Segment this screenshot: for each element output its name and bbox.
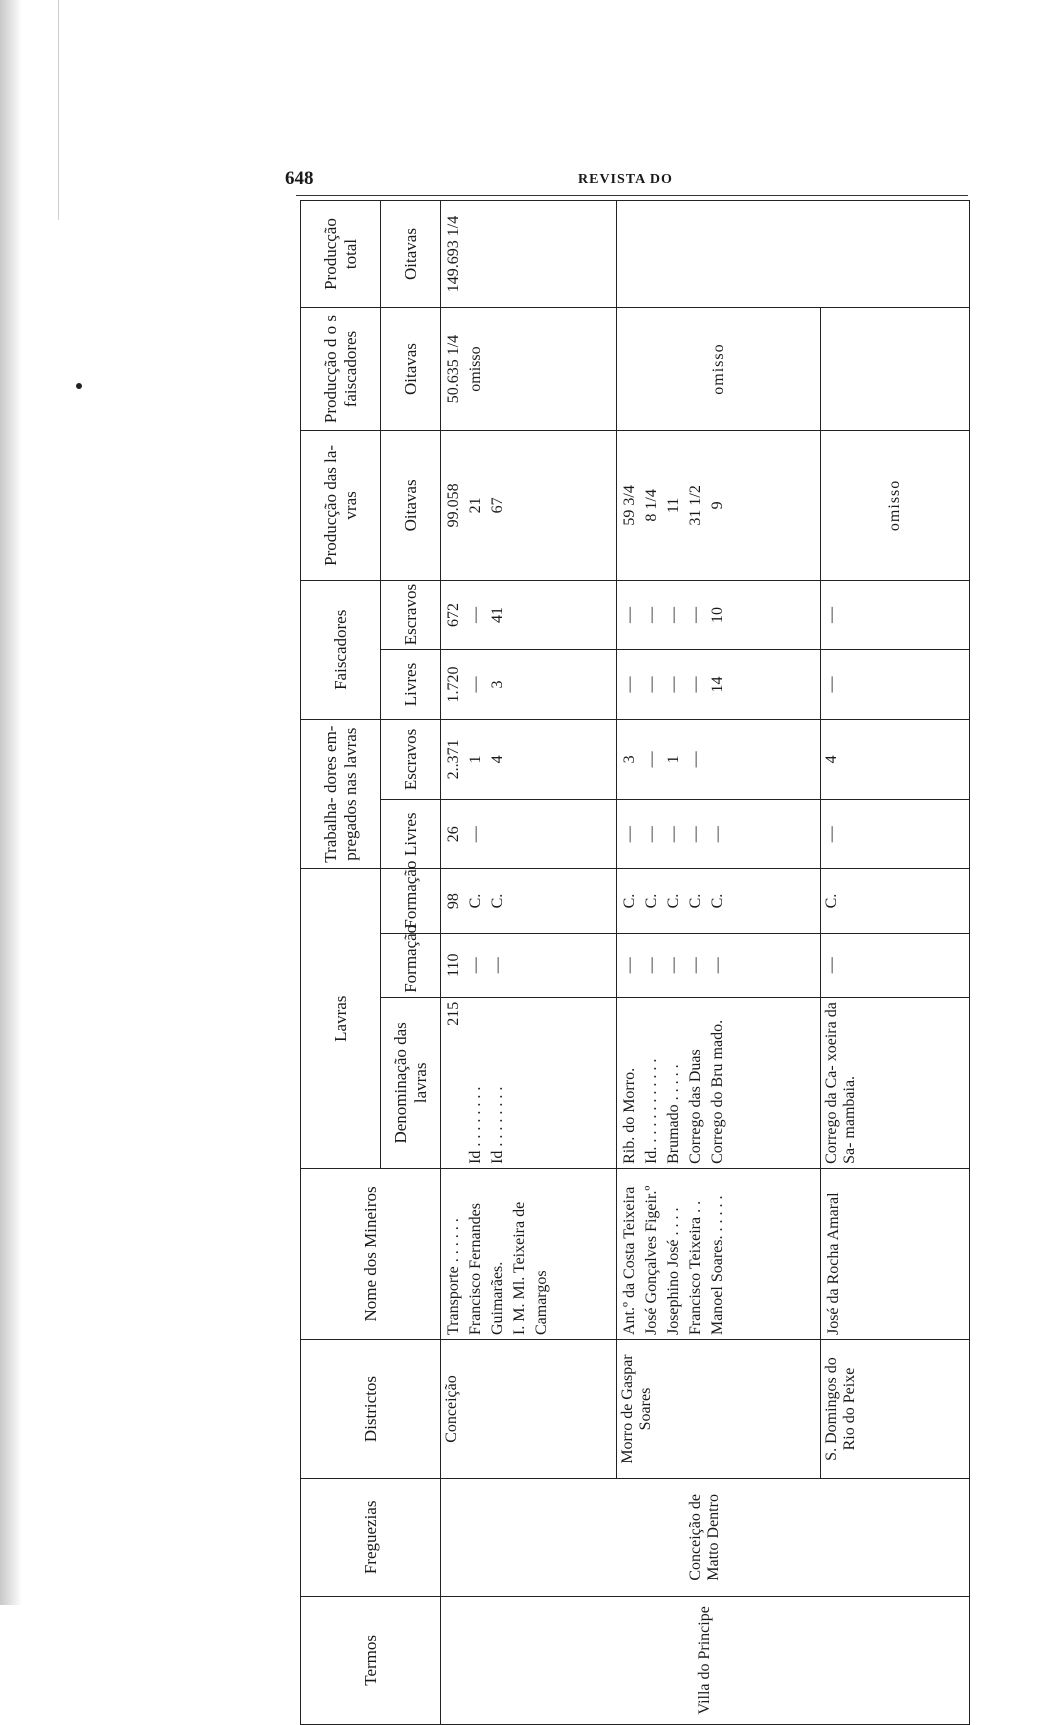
value: 21 <box>467 497 484 514</box>
value: — <box>687 826 705 843</box>
value: 98 <box>445 893 462 910</box>
value: 149.693 1/4 <box>445 215 462 293</box>
cell-formacao-2 <box>617 869 820 933</box>
cell-denominacoes <box>441 997 617 1168</box>
nome-line: Transporte . . . . . . <box>445 1218 462 1336</box>
value: 1 <box>467 755 484 764</box>
value: C. <box>665 893 683 909</box>
header-prod-faiscadores: Producção d o s faiscadores <box>301 308 381 431</box>
value: — <box>643 676 661 693</box>
value: 10 <box>709 607 727 624</box>
cell-prod-total <box>441 201 617 308</box>
value: — <box>467 826 484 843</box>
value: 11 <box>665 497 683 514</box>
cell-prod-lavras <box>617 431 820 581</box>
nome-line: I. M. Ml. Teixeira de <box>511 1201 528 1336</box>
denominacao-line: Id . . . . . . . . <box>489 1086 506 1164</box>
cell-formacao-1: — <box>820 933 969 997</box>
header-oitavas-1: Oitavas <box>381 431 441 581</box>
value: 50.635 1/4 <box>445 334 462 404</box>
value: 3 <box>489 680 506 689</box>
value: — <box>665 826 683 843</box>
denominacao-line: Id . . . . . . . . <box>467 1086 484 1164</box>
value: 1 <box>665 755 683 764</box>
nome-line: Ant.º da Costa Teixeira <box>621 1186 639 1336</box>
cell-faisc-escravos <box>441 580 617 650</box>
value: — <box>467 957 484 974</box>
cell-trab-livres: — <box>820 799 969 869</box>
value: 26 <box>445 826 462 843</box>
denominacao-line: Rib. do Morro. <box>621 1067 639 1164</box>
value: — <box>687 607 705 624</box>
nome-line: Francisco Teixeira . . <box>687 1200 705 1336</box>
header-districtos: Districtos <box>301 1340 441 1479</box>
value: 672 <box>445 603 462 628</box>
cell-prod-faiscadores <box>441 308 617 431</box>
running-head: REVISTA DO <box>578 172 673 187</box>
ink-dot <box>76 383 82 389</box>
header-prod-total: Producção total <box>301 201 381 308</box>
cell-freguezia: Conceição de Matto Dentro <box>441 1479 970 1597</box>
value: — <box>621 676 639 693</box>
denominacao-line: Brumado . . . . . <box>665 1064 683 1164</box>
header-rule <box>296 195 968 196</box>
value: 8 1/4 <box>643 489 661 522</box>
cell-faisc-escravos <box>617 580 820 650</box>
value: C. <box>687 893 705 909</box>
value: C. <box>489 893 506 909</box>
scan-left-edge <box>0 0 22 1605</box>
value: — <box>643 751 661 768</box>
value: omisso <box>467 346 484 392</box>
cell-faisc-livres <box>617 650 820 720</box>
nome-line: Manoel Soares. . . . . . <box>709 1195 727 1336</box>
value: — <box>621 957 639 974</box>
value: — <box>665 676 683 693</box>
header-trab-livres: Livres <box>381 799 441 869</box>
cell-faisc-livres: — <box>820 650 969 720</box>
value: — <box>467 676 484 693</box>
value: — <box>643 957 661 974</box>
cell-faisc-escravos: — <box>820 580 969 650</box>
nome-line: José da Rocha Amaral <box>824 1192 842 1336</box>
header-trabalhadores: Trabalha- dores em- pregados nas lavras <box>301 719 381 869</box>
value: — <box>709 826 727 843</box>
value: 67 <box>489 497 506 514</box>
cell-nomes <box>617 1168 820 1339</box>
cell-trab-escravos <box>441 719 617 799</box>
value: — <box>621 826 639 843</box>
value: 3 <box>621 755 639 764</box>
page-number: 648 <box>285 168 314 189</box>
nome-line: Josephino José . . . . <box>665 1207 683 1336</box>
cell-prod-lavras: omisso <box>820 431 969 581</box>
value: C. <box>709 893 727 909</box>
value: — <box>665 607 683 624</box>
value: — <box>687 957 705 974</box>
value: 110 <box>445 953 462 977</box>
header-oitavas-2: Oitavas <box>381 308 441 431</box>
value: 41 <box>489 607 506 624</box>
cell-termo: Villa do Principe <box>441 1596 970 1724</box>
header-formacao-1: Formação <box>381 933 441 997</box>
cell-prod-total-empty <box>617 201 970 308</box>
cell-faisc-livres <box>441 650 617 720</box>
value: 9 <box>709 501 727 510</box>
value: 31 1/2 <box>687 485 705 526</box>
cell-prod-faiscadores: omisso <box>617 308 820 431</box>
value: — <box>665 957 683 974</box>
cell-trab-livres <box>617 799 820 869</box>
value: 4 <box>489 755 506 764</box>
cell-districto: Morro de Gaspar Soares <box>617 1340 820 1479</box>
nome-line: José Gonçalves Figeir.º <box>643 1185 661 1336</box>
cell-trab-escravos <box>617 719 820 799</box>
header-freguezias: Freguezias <box>301 1479 441 1597</box>
cell-districto: S. Domingos do Rio do Peixe <box>820 1340 969 1479</box>
header-faisc-livres: Livres <box>381 650 441 720</box>
header-nome: Nome dos Mineiros <box>301 1168 441 1339</box>
header-trab-escravos: Escravos <box>381 719 441 799</box>
denominacao-line: Corrego do Bru mado. <box>709 1019 727 1164</box>
cell-nomes <box>820 1168 969 1339</box>
value: C. <box>467 893 484 909</box>
value: 1.720 <box>445 666 462 703</box>
value: 59 3/4 <box>621 485 639 526</box>
cell-denominacoes: Corrego da Ca- xoeira da Sa- mambaia. <box>820 997 969 1168</box>
cell-districto: Conceição <box>441 1340 617 1479</box>
value: 99.058 <box>445 483 462 528</box>
value: — <box>643 607 661 624</box>
denominacao-line: Corrego das Duas <box>687 1049 705 1164</box>
header-lavras: Lavras <box>301 869 381 1168</box>
cell-trab-livres <box>441 799 617 869</box>
cell-prod-lavras <box>441 431 617 581</box>
header-termos: Termos <box>301 1596 441 1724</box>
value: — <box>687 751 705 768</box>
scan-margin-line <box>58 0 59 220</box>
table-row <box>441 201 617 1725</box>
header-prod-lavras: Producção das la- vras <box>301 431 381 581</box>
header-formacao-2: Formação <box>381 869 441 933</box>
value: — <box>621 607 639 624</box>
value: C. <box>621 893 639 909</box>
nome-line: Guimarães. <box>489 1261 506 1336</box>
value: — <box>643 826 661 843</box>
value: — <box>687 676 705 693</box>
value: 14 <box>709 676 727 693</box>
cell-formacao-2 <box>441 869 617 933</box>
denominacao-line: 215 <box>445 1001 462 1026</box>
rotated-table <box>300 200 970 1725</box>
mining-table <box>300 200 970 1725</box>
cell-formacao-2: C. <box>820 869 969 933</box>
cell-trab-escravos: 4 <box>820 719 969 799</box>
header-denominacao: Denominação das lavras <box>381 997 441 1168</box>
header-faisc-escravos: Escravos <box>381 580 441 650</box>
cell-formacao-1 <box>617 933 820 997</box>
value: — <box>467 607 484 624</box>
cell-formacao-1 <box>441 933 617 997</box>
value: — <box>489 957 506 974</box>
header-faiscadores: Faiscadores <box>301 580 381 719</box>
value: 2..371 <box>445 739 462 780</box>
header-oitavas-3: Oitavas <box>381 201 441 308</box>
cell-prod-faiscadores-empty <box>820 308 969 431</box>
nome-line: Camargos <box>533 1270 550 1336</box>
cell-nomes <box>441 1168 617 1339</box>
nome-line: Francisco Fernandes <box>467 1203 484 1336</box>
value: — <box>709 957 727 974</box>
value: C. <box>643 893 661 909</box>
cell-denominacoes <box>617 997 820 1168</box>
denominacao-line: Id. . . . . . . . . . . . <box>643 1058 661 1164</box>
